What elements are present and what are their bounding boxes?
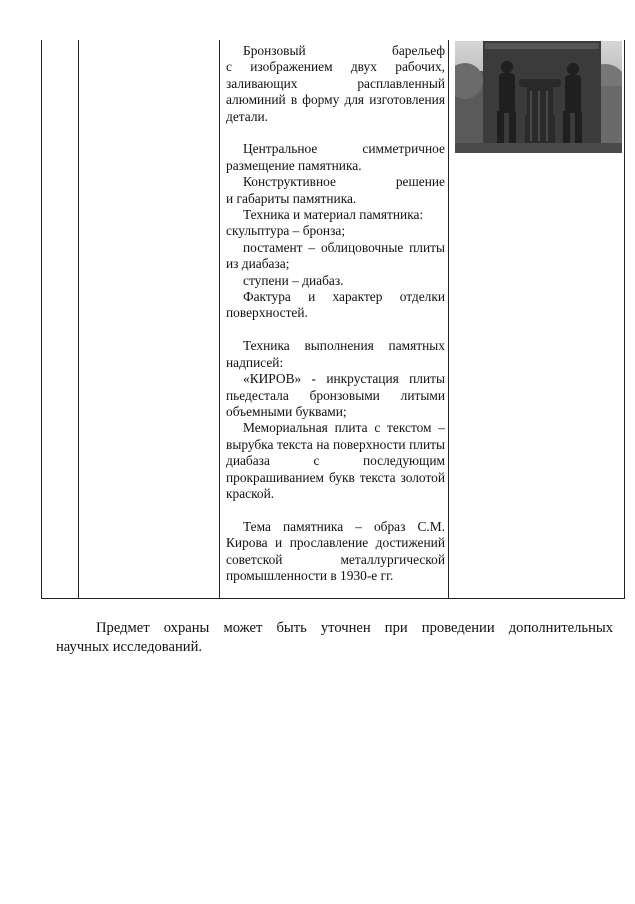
table-column-divider-2: [219, 40, 220, 599]
description-line: «КИРОВ» - инкрустация плиты пьедестала бронзовыми литыми объемными буквами;: [226, 371, 445, 419]
description-line: Техника выполнения памятных надписей:: [226, 338, 445, 370]
description-line: с изображением двух рабочих, заливающих расплавленный алюминий в форму для изготовления детали.: [226, 59, 445, 124]
description-line: Бронзовый барельеф: [243, 43, 445, 58]
description-line: Тема памятника – образ С.М. Кирова и прославление достижений советской металлургической промышленности в 1930-е гг.: [226, 518, 445, 583]
description-line: постамент – облицовочные плиты из диабаза;: [226, 239, 445, 272]
monument-bas-relief-photo: [455, 41, 622, 153]
note-line-2: научных исследований.: [56, 639, 203, 655]
description-line: скульптура – бронза;: [226, 223, 346, 239]
description-line: Центральное симметричное размещение памятника.: [226, 141, 445, 173]
description-cell: [226, 43, 445, 584]
table-border-left: [41, 40, 42, 599]
description-line: Мемориальная плита с текстом – вырубка текста на поверхности плиты диабаза с последующим прокрашиванием букв текста золотой краской.: [226, 420, 445, 501]
description-line: Техника и материал памятника:: [243, 207, 424, 223]
description-line: Конструктивное решение: [243, 174, 445, 190]
description-line: ступени – диабаз.: [243, 272, 344, 288]
note-line-1: Предмет охраны может быть уточнен при проведении дополнительных: [96, 620, 613, 636]
description-line: и габариты памятника.: [226, 190, 357, 206]
description-line: Фактура и характер отделки поверхностей.: [226, 289, 445, 321]
protection-subject-note: [56, 619, 613, 657]
table-column-divider-1: [78, 40, 79, 599]
table-border-bottom: [41, 598, 625, 599]
table-column-divider-3: [448, 40, 449, 599]
table-border-right: [624, 40, 625, 599]
